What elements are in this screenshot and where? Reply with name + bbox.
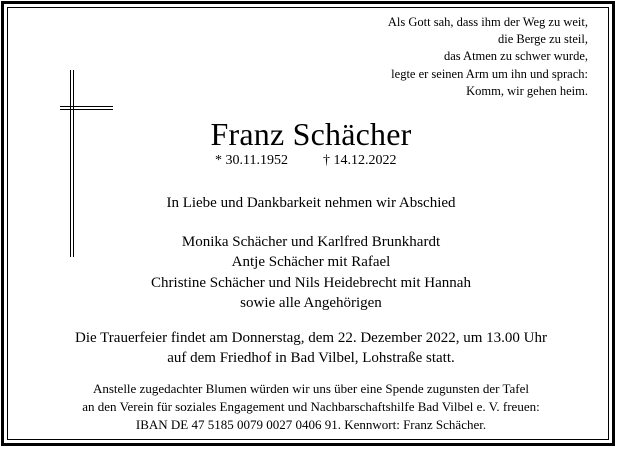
poem-line: Als Gott sah, dass ihm der Weg zu weit,: [387, 15, 588, 29]
mourner-line: Antje Schächer mit Rafael: [231, 254, 391, 271]
ceremony-line: auf dem Friedhof in Bad Vilbel, Lohstraße statt.: [167, 349, 455, 366]
donation-line: Anstelle zugedachter Blumen würden wir uns über eine Spende zugunsten der Tafel: [92, 381, 529, 396]
poem-line: die Berge zu steil,: [497, 32, 588, 47]
cross-icon: [60, 70, 114, 258]
mourner-line: Monika Schächer und Karlfred Brunkhardt: [181, 234, 441, 250]
mourners-list: [0, 232, 622, 314]
donation-info: [0, 380, 622, 434]
mourner-line: sowie alle Angehörigen: [240, 295, 382, 312]
ceremony-info: [0, 329, 622, 368]
birth-date: * 30.11.1952: [215, 153, 288, 168]
deceased-name: Franz Schächer: [210, 116, 412, 152]
poem-line: das Atmen zu schwer wurde,: [443, 49, 588, 64]
donation-line: an den Verein für soziales Engagement und Nachbarschaftshilfe Bad Vilbel e. V. freuen:: [82, 399, 540, 414]
mourner-line: Christine Schächer und Nils Heidebrecht mit Hannah: [151, 274, 471, 291]
farewell-motto: In Liebe und Dankbarkeit nehmen wir Abschied: [166, 195, 456, 211]
donation-line: IBAN DE 47 5185 0079 0027 0406 91. Kennwort: Franz Schächer.: [135, 417, 487, 432]
poem-line: Komm, wir gehen heim.: [466, 83, 588, 98]
memorial-poem: [388, 14, 588, 100]
ceremony-line: Die Trauerfeier findet am Donnerstag, dem 22. Dezember 2022, um 13.00 Uhr: [75, 330, 547, 346]
death-date: † 14.12.2022: [323, 153, 397, 168]
poem-line: legte er seinen Arm um ihn und sprach:: [391, 66, 588, 81]
